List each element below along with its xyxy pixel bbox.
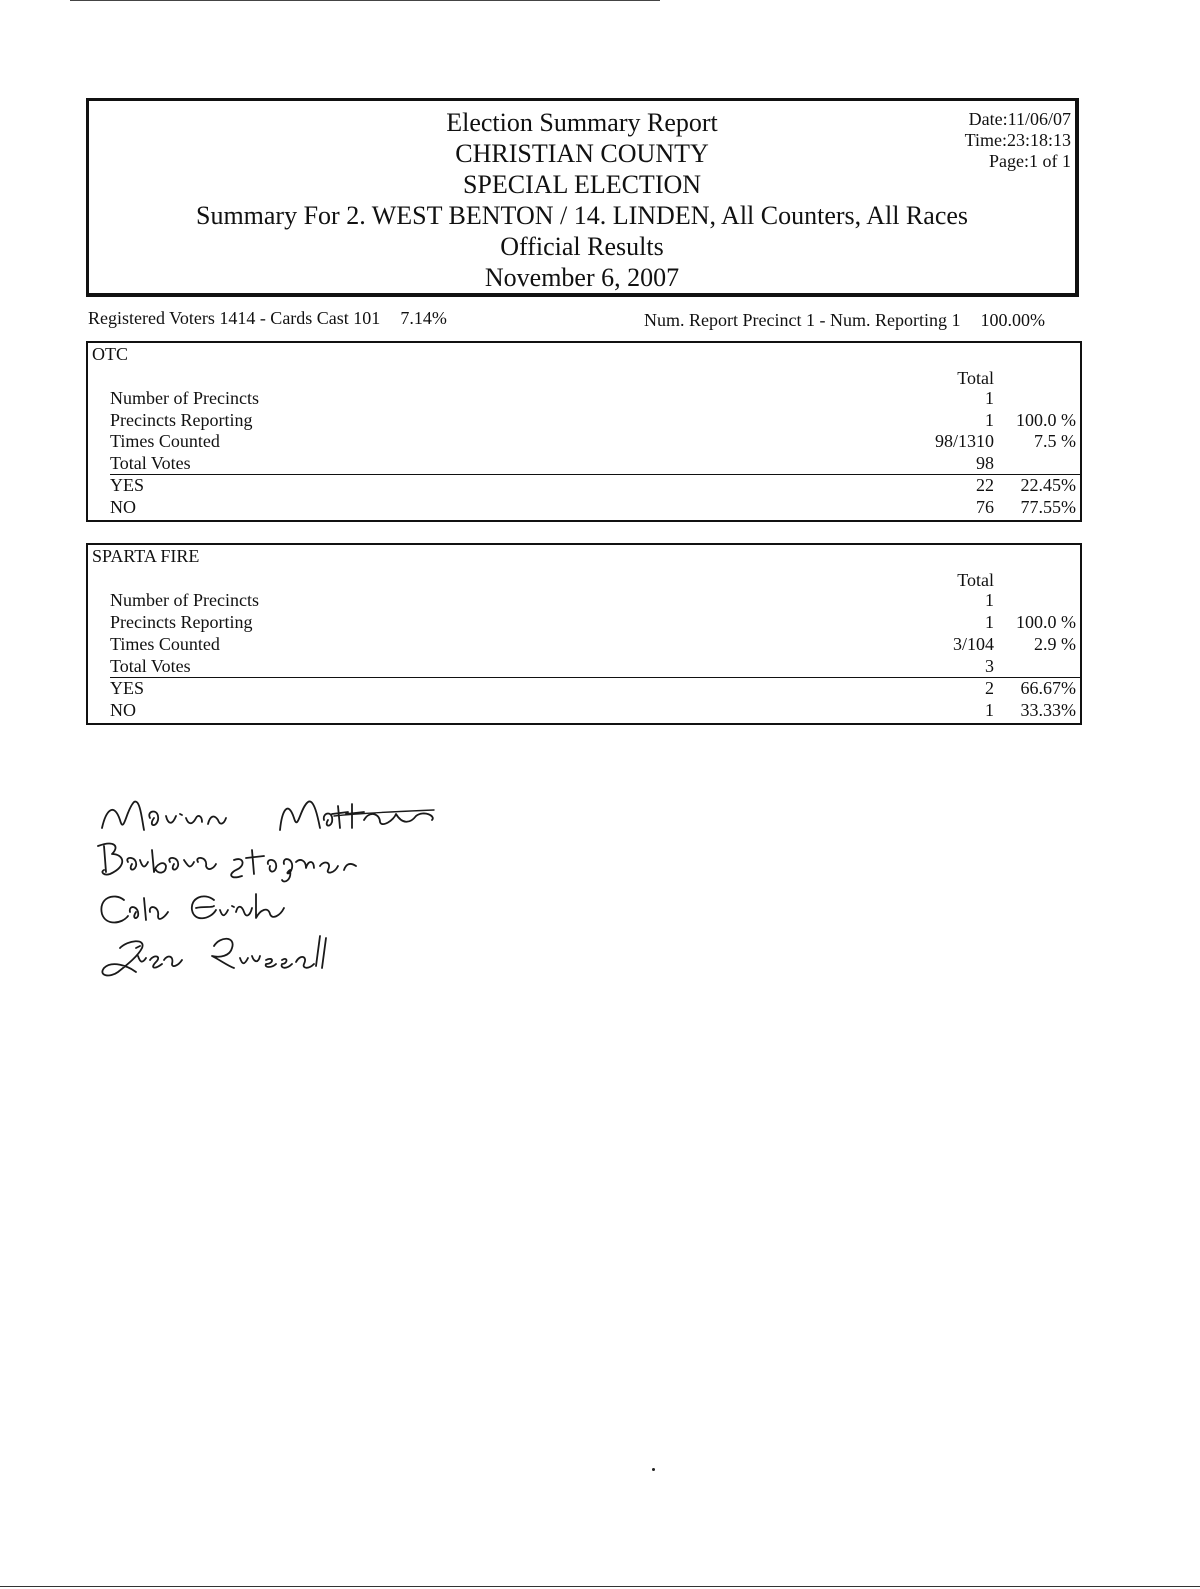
choice-label: NO — [110, 497, 136, 517]
report-time: Time:23:18:13 — [964, 130, 1071, 150]
total-header: Total — [957, 368, 994, 388]
stat-row — [88, 611, 1080, 633]
choice-row — [88, 496, 1080, 518]
signature-1 — [102, 801, 434, 830]
registered-voters-text: Registered Voters 1414 - Cards Cast 101 — [88, 308, 381, 328]
stat-value: 3 — [985, 656, 994, 676]
stat-value: 1 — [985, 388, 994, 408]
signature-4 — [102, 936, 326, 975]
choice-label: YES — [110, 678, 145, 698]
stat-row — [88, 430, 1080, 452]
signature-2 — [98, 844, 356, 882]
stat-row — [88, 452, 1080, 474]
reporting-percent: 100.00% — [980, 310, 1045, 330]
stat-percent: 100.0 % — [1016, 410, 1076, 430]
choice-votes: 1 — [985, 700, 994, 720]
choice-percent: 77.55% — [1020, 497, 1076, 517]
stat-percent: 2.9 % — [1034, 634, 1076, 654]
choice-percent: 22.45% — [1020, 475, 1076, 495]
turnout-percent: 7.14% — [400, 308, 447, 328]
choice-row — [88, 474, 1080, 496]
report-title: Election Summary Report — [446, 108, 718, 137]
stat-value: 98 — [976, 453, 994, 473]
stat-value: 3/104 — [952, 634, 994, 654]
stat-row — [88, 409, 1080, 431]
race-title: OTC — [92, 344, 128, 364]
race-otc — [86, 341, 1082, 522]
signatures — [84, 780, 464, 990]
stat-label: Total Votes — [110, 453, 191, 473]
total-header-row — [88, 367, 1080, 389]
stat-label: Total Votes — [110, 656, 191, 676]
stat-value: 1 — [985, 410, 994, 430]
registered-voters-line — [88, 308, 447, 329]
stat-label: Precincts Reporting — [110, 612, 253, 632]
stat-percent: 100.0 % — [1016, 612, 1076, 632]
choice-votes: 22 — [976, 475, 994, 495]
stat-percent: 7.5 % — [1034, 431, 1076, 451]
stat-row — [88, 387, 1080, 409]
reporting-line — [644, 310, 1045, 331]
signature-3 — [101, 894, 284, 923]
results-status: Official Results — [500, 232, 664, 261]
stat-row — [88, 655, 1080, 677]
stat-label: Times Counted — [110, 431, 220, 451]
report-meta — [965, 109, 1071, 172]
choice-votes: 2 — [985, 678, 994, 698]
stat-value: 98/1310 — [934, 431, 994, 451]
total-header-row — [88, 569, 1080, 591]
stat-value: 1 — [985, 612, 994, 632]
summary-line: Summary For 2. WEST BENTON / 14. LINDEN, All Counters, All Races — [195, 201, 969, 230]
choice-label: YES — [110, 475, 145, 495]
stat-row — [88, 589, 1080, 611]
choice-row — [88, 677, 1080, 699]
report-page: Page:1 of 1 — [989, 151, 1071, 171]
header-title-block — [89, 107, 1075, 293]
stat-label: Times Counted — [110, 634, 220, 654]
speck — [652, 1468, 655, 1471]
election-name: SPECIAL ELECTION — [462, 170, 702, 199]
stat-row — [88, 633, 1080, 655]
county-name: CHRISTIAN COUNTY — [455, 139, 709, 168]
choice-percent: 66.67% — [1020, 678, 1076, 698]
stat-value: 1 — [985, 590, 994, 610]
total-header: Total — [957, 570, 994, 590]
choice-percent: 33.33% — [1020, 700, 1076, 720]
reporting-text: Num. Report Precinct 1 - Num. Reporting 1 — [644, 310, 961, 330]
report-header — [86, 98, 1079, 297]
election-date: November 6, 2007 — [484, 263, 680, 292]
report-date: Date:11/06/07 — [968, 109, 1071, 129]
race-title: SPARTA FIRE — [92, 546, 200, 566]
scan-edge-line — [70, 0, 660, 7]
choice-label: NO — [110, 700, 136, 720]
race-sparta-fire — [86, 543, 1082, 725]
stat-label: Precincts Reporting — [110, 410, 253, 430]
choice-votes: 76 — [976, 497, 994, 517]
scan-bottom-edge — [0, 1586, 1200, 1587]
stat-label: Number of Precincts — [110, 388, 259, 408]
stat-label: Number of Precincts — [110, 590, 259, 610]
choice-row — [88, 699, 1080, 721]
